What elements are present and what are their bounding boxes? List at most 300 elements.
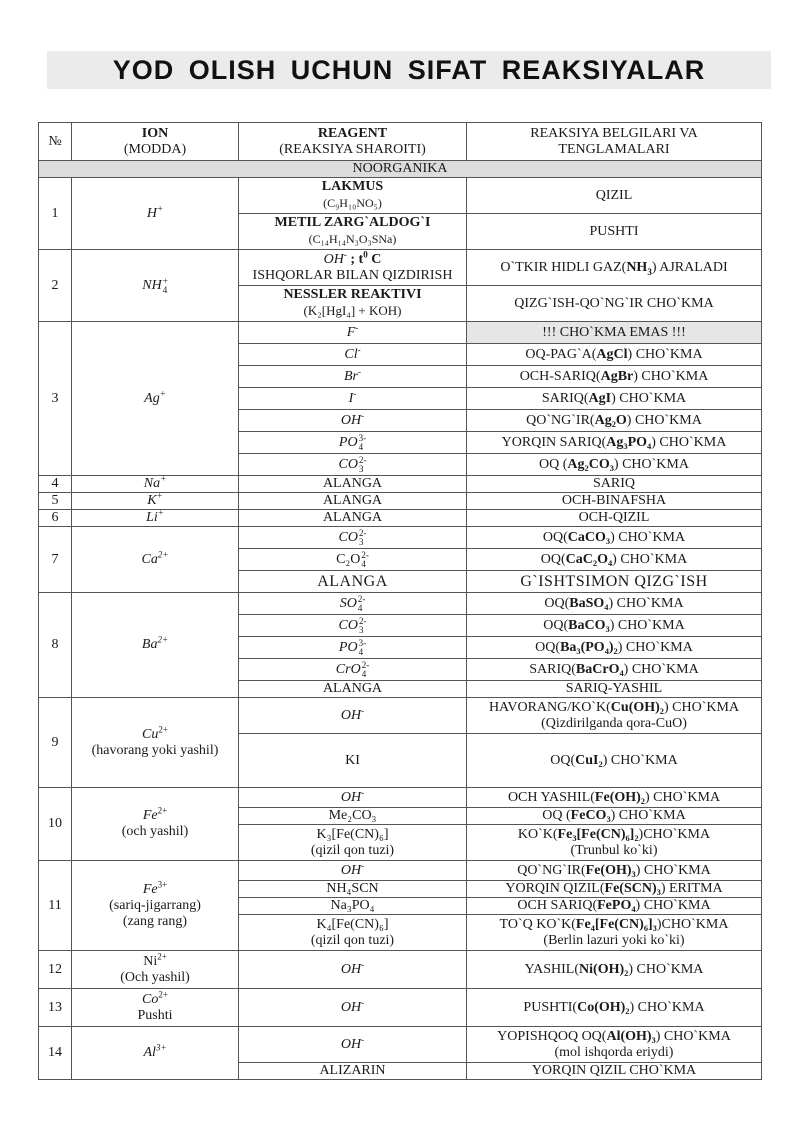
ion-charge: 2+	[157, 634, 169, 645]
result-text: YORQIN QIZIL(	[505, 881, 605, 896]
reagent-cell	[239, 322, 467, 344]
ion-symbol: Li	[146, 510, 158, 525]
result-note: (Berlin lazuri yoki ko`ki)	[543, 932, 685, 948]
result-formula: Ag₃PO₄	[606, 434, 652, 450]
ion-cell	[72, 490, 239, 510]
header-num: №	[39, 123, 72, 161]
result-text: OCH-SARIQ(	[519, 368, 601, 384]
result-cell	[467, 637, 762, 659]
result-cell	[467, 549, 762, 571]
result-text: )CHO`KMA	[638, 826, 711, 842]
result-text: ) CHO`KMA	[645, 789, 721, 805]
ion-cell	[72, 593, 239, 698]
result-cell: QIZIL	[467, 178, 762, 214]
header-result-line2: TENGLAMALARI	[558, 141, 670, 157]
reagent-symbol: PO	[338, 639, 358, 655]
result-text: ) CHO`KMA	[612, 551, 688, 567]
reagent-symbol: OH	[340, 412, 362, 428]
ion-cell	[72, 698, 239, 788]
result-text: QO`NG`IR(	[526, 412, 595, 428]
result-text: ) CHO`KMA	[664, 699, 740, 715]
table-row	[39, 698, 762, 734]
result-text: OCH YASHIL(	[507, 789, 595, 805]
reagent-symbol: CO	[338, 617, 358, 633]
result-cell	[467, 788, 762, 808]
result-text: OQ(	[535, 639, 561, 655]
result-cell	[467, 825, 762, 861]
table-row	[39, 861, 762, 881]
result-formula: BaCrO₄	[575, 661, 624, 677]
reagent-cell	[239, 388, 467, 410]
reagent-charge: -	[361, 996, 365, 1007]
reagent-script	[362, 661, 370, 679]
result-formula: Cu(OH)₂	[610, 699, 664, 715]
ion-cell	[72, 178, 239, 250]
row-number: 8	[39, 593, 72, 698]
header-reagent	[239, 123, 467, 161]
result-cell: !!! CHO`KMA EMAS !!!	[467, 322, 762, 344]
ion-symbol: Co	[142, 991, 159, 1007]
ion-charge: +	[157, 202, 164, 213]
reagent-charge: 2-	[358, 527, 367, 538]
result-cell: YORQIN QIZIL CHO`KMA	[467, 1063, 762, 1080]
table-row	[39, 510, 762, 527]
reagent-symbol: PO	[338, 434, 358, 450]
result-text: ) CHO`KMA	[626, 412, 702, 428]
ion-cell	[72, 322, 239, 476]
reagent-cell	[239, 286, 467, 322]
result-text: ) CHO`KMA	[633, 368, 709, 384]
reagent-cell	[239, 214, 467, 250]
result-text: OQ-PAG`A(	[525, 346, 597, 362]
result-text: )CHO`KMA	[656, 916, 729, 932]
ion-script	[163, 277, 168, 295]
result-text: ) CHO`KMA	[623, 661, 699, 677]
reagent-charge: -	[357, 343, 361, 354]
reagent-cell	[239, 454, 467, 476]
reagent-script	[359, 617, 367, 635]
result-cell: SARIQ	[467, 476, 762, 493]
header-ion-sub: (MODDA)	[123, 141, 187, 157]
reagent-cell	[239, 593, 467, 615]
reagent-cell	[239, 178, 467, 214]
table-row	[39, 250, 762, 286]
reagent-cell	[239, 1027, 467, 1063]
table-row	[39, 493, 762, 510]
result-formula: CaCO₃	[567, 529, 611, 545]
result-text: ) CHO`KMA	[635, 898, 711, 913]
ion-index: 4	[162, 284, 168, 295]
reagent-cell	[239, 951, 467, 989]
result-text: QO`NG`IR(	[517, 862, 586, 878]
table-row	[39, 989, 762, 1027]
reagent-formula: (K₂[HgI₄] + KOH)	[303, 303, 402, 318]
ion-cell	[72, 861, 239, 951]
result-text: YOPISHQOQ OQ(	[497, 1028, 607, 1044]
ion-charge: +	[156, 490, 163, 501]
result-formula: CaC₂O₄	[565, 551, 613, 567]
ion-symbol: Ca	[141, 551, 158, 567]
reagent-formula: K₄[Fe(CN)₆]	[316, 916, 389, 932]
result-cell: SARIQ-YASHIL	[467, 681, 762, 698]
reagent-symbol: OH	[340, 961, 362, 977]
ion-charge: +	[160, 473, 167, 484]
result-text: KO`K(	[517, 826, 558, 842]
reagent-oh: OH	[323, 251, 344, 267]
reagent-index: 3	[358, 536, 364, 547]
reagent-script	[359, 529, 367, 547]
reagent-charge: -	[361, 958, 365, 969]
ion-note: (och yashil)	[121, 824, 189, 839]
result-formula: Ni(OH)₂	[579, 961, 629, 977]
reagent-formula: K₃[Fe(CN)₆]	[316, 826, 389, 842]
reagent-name: LAKMUS	[321, 179, 384, 194]
result-text: ) CHO`KMA	[635, 862, 711, 878]
ion-note: Pushti	[137, 1007, 173, 1023]
result-cell	[467, 344, 762, 366]
result-formula: Fe(OH)₃	[585, 862, 636, 878]
result-cell	[467, 951, 762, 989]
result-cell	[467, 698, 762, 734]
result-text: ) CHO`KMA	[610, 808, 686, 823]
result-formula: Fe(SCN)₃	[604, 881, 661, 896]
reagent-charge: -	[361, 786, 365, 797]
ion-cell	[72, 1027, 239, 1080]
reagent-charge: -	[353, 387, 357, 398]
ion-note: (zang rang)	[122, 913, 188, 929]
result-text: TO`Q KO`K(	[499, 916, 576, 932]
table-row	[39, 322, 762, 344]
row-number: 2	[39, 250, 72, 322]
row-number: 6	[39, 510, 72, 527]
ion-symbol: Na	[143, 476, 161, 491]
reagent-script	[359, 639, 367, 657]
result-text: ) CHO`KMA	[613, 456, 689, 472]
title-bar	[47, 51, 771, 89]
reagent-symbol: CrO	[335, 661, 361, 677]
table-row	[39, 527, 762, 549]
reagent-cell	[239, 659, 467, 681]
result-text: ) CHO`KMA	[651, 434, 727, 450]
reagent-note: (qizil qon tuzi)	[310, 932, 395, 948]
result-text: ) ERITMA	[660, 881, 723, 896]
ion-symbol: Ag	[144, 390, 160, 406]
result-cell	[467, 615, 762, 637]
table-row	[39, 593, 762, 615]
ion-charge: 2+	[157, 950, 167, 961]
ion-charge: +	[159, 387, 166, 398]
ion-charge: 2+	[157, 548, 169, 559]
row-number: 4	[39, 476, 72, 493]
page-title: YOD OLISH UCHUN SIFAT REAKSIYALAR	[112, 54, 706, 85]
reagent-script	[361, 551, 369, 569]
result-text: ) AJRALADI	[651, 259, 728, 275]
reagent-symbol: OH	[340, 999, 362, 1015]
reagent-cell	[239, 250, 467, 286]
reagent-index: 3	[358, 624, 364, 635]
reagent-cell: NH₄SCN	[239, 881, 467, 898]
header-reagent-title: REAGENT	[317, 125, 388, 141]
ion-symbol: Ni	[143, 953, 158, 969]
reagent-charge: 2-	[357, 593, 366, 604]
reagent-cell	[239, 698, 467, 734]
result-formula: FePO₄	[597, 898, 636, 913]
reagent-symbol: Br	[344, 368, 358, 384]
ion-symbol: Cu	[142, 726, 159, 742]
reagent-cell: ALIZARIN	[239, 1063, 467, 1080]
result-formula: Fe₃[Fe(CN)₆]₂	[557, 826, 639, 842]
result-cell	[467, 659, 762, 681]
ion-symbol: NH	[142, 277, 162, 293]
result-text: YASHIL(	[524, 961, 580, 977]
reagent-heat: ; t	[346, 251, 364, 267]
result-formula: BaSO₄	[569, 595, 609, 611]
reagent-symbol: CO	[338, 456, 358, 472]
result-text: ) CHO`KMA	[655, 1028, 731, 1044]
reagent-note: (qizil qon tuzi)	[310, 842, 395, 858]
result-formula: Ag₂CO₃	[567, 456, 614, 472]
reagent-charge: 2-	[361, 549, 369, 560]
reagent-index: 4	[358, 646, 364, 657]
result-text: ) CHO`KMA	[611, 390, 687, 406]
result-cell: PUSHTI	[467, 214, 762, 250]
result-cell: G`ISHTSIMON QIZG`ISH	[467, 571, 762, 593]
reagent-cell	[239, 915, 467, 951]
reagent-script	[359, 456, 367, 474]
reagent-charge: 2-	[358, 454, 367, 465]
ion-cell	[72, 788, 239, 861]
result-cell	[467, 454, 762, 476]
row-number: 1	[39, 178, 72, 250]
result-cell	[467, 898, 762, 915]
result-text: OQ(	[540, 551, 566, 567]
reagent-cell: ALANGA	[239, 510, 467, 527]
reagent-cell	[239, 410, 467, 432]
table-row	[39, 1027, 762, 1063]
reagent-charge: -	[361, 704, 365, 715]
result-cell	[467, 881, 762, 898]
result-formula: AgCl	[596, 346, 628, 362]
reagent-index: 4	[358, 441, 364, 452]
reagent-cell	[239, 549, 467, 571]
row-number: 9	[39, 698, 72, 788]
reagent-cell	[239, 788, 467, 808]
result-cell	[467, 388, 762, 410]
result-cell	[467, 432, 762, 454]
row-number: 12	[39, 951, 72, 989]
result-text: O`TKIR HIDLI GAZ(	[500, 259, 627, 275]
reagent-cell	[239, 344, 467, 366]
ion-charge: +	[162, 275, 168, 286]
reagent-symbol: F	[346, 324, 356, 340]
result-formula: CuI₂	[575, 752, 603, 768]
table-row	[39, 178, 762, 214]
reagent-cell: KI	[239, 734, 467, 788]
reagent-symbol: SO	[339, 595, 357, 611]
result-text: HAVORANG/KO`K(	[488, 699, 611, 715]
reagent-name: NESSLER REAKTIVI	[283, 287, 422, 302]
reagent-symbol: C₂O	[336, 551, 361, 567]
result-formula: BaCO₃	[568, 617, 610, 633]
result-cell	[467, 915, 762, 951]
reagent-heat-degree: 0	[363, 248, 368, 259]
ion-symbol: H	[146, 205, 158, 221]
reagent-charge: 2-	[358, 615, 367, 626]
ion-symbol: Fe	[142, 881, 158, 897]
reagent-cell: ALANGA	[239, 571, 467, 593]
result-text: SARIQ(	[529, 661, 576, 677]
reagent-symbol: OH	[340, 1036, 362, 1052]
reagent-charge: 2-	[361, 659, 370, 670]
result-text: ) CHO`KMA	[610, 529, 686, 545]
header-reagent-sub: (REAKSIYA SHAROITI)	[279, 141, 426, 157]
section-title: NOORGANIKA	[39, 161, 762, 178]
ion-note: (sariq-jigarrang)	[109, 897, 201, 913]
reagent-index: 3	[358, 463, 364, 474]
result-text: OCH SARIQ(	[517, 898, 598, 913]
ion-symbol: Al	[143, 1045, 156, 1060]
reagent-cell: ALANGA	[239, 681, 467, 698]
row-number: 5	[39, 493, 72, 510]
ion-note: (havorang yoki yashil)	[91, 742, 219, 758]
result-cell: OCH-QIZIL	[467, 510, 762, 527]
result-note: (mol ishqorda eriydi)	[554, 1044, 674, 1060]
reagent-cell	[239, 637, 467, 659]
result-cell	[467, 527, 762, 549]
ion-note: (Och yashil)	[120, 969, 190, 985]
result-formula: NH	[626, 259, 648, 275]
ion-charge: 3+	[157, 878, 168, 889]
section-row	[39, 161, 762, 178]
ion-symbol: Ba	[141, 637, 158, 652]
row-number: 13	[39, 989, 72, 1027]
reagent-cell	[239, 825, 467, 861]
reagent-heat-unit: C	[367, 251, 382, 267]
header-result-line1: REAKSIYA BELGILARI VA	[530, 125, 698, 141]
result-cell	[467, 593, 762, 615]
reagent-charge: -	[355, 321, 359, 332]
reagent-cell	[239, 615, 467, 637]
result-formula-index: 3	[647, 266, 652, 277]
result-cell	[467, 861, 762, 881]
result-text: OQ(	[544, 595, 570, 611]
result-text: OQ (	[542, 808, 571, 823]
reagent-charge: -	[361, 409, 365, 420]
reagent-symbol: OH	[340, 707, 362, 723]
reagent-index: 4	[361, 558, 366, 569]
ion-cell	[72, 527, 239, 593]
result-cell	[467, 734, 762, 788]
result-formula: Fe(OH)₂	[594, 789, 645, 805]
reactions-table	[38, 122, 762, 1080]
row-number: 14	[39, 1027, 72, 1080]
reagent-charge: -	[361, 859, 365, 870]
ion-charge: 2+	[157, 805, 168, 816]
row-number: 3	[39, 322, 72, 476]
result-cell	[467, 989, 762, 1027]
result-text: ) CHO`KMA	[627, 346, 703, 362]
result-text: ) CHO`KMA	[617, 639, 693, 655]
reagent-index: 4	[361, 668, 367, 679]
reagent-cell	[239, 861, 467, 881]
reagent-charge: -	[343, 248, 347, 259]
reagent-script	[358, 595, 366, 613]
result-note: (Qizdirilganda qora-CuO)	[541, 715, 687, 731]
result-cell	[467, 410, 762, 432]
ion-charge: 2+	[158, 988, 168, 999]
reagent-charge: 3-	[358, 432, 367, 443]
result-text: OQ(	[550, 752, 576, 768]
result-text: PUSHTI(	[523, 999, 578, 1015]
reagent-charge: -	[361, 1033, 365, 1044]
reagent-condition: ISHQORLAR BILAN QIZDIRISH	[252, 267, 453, 283]
ion-cell	[72, 507, 239, 527]
ion-symbol: K	[147, 493, 157, 508]
ion-charge: 3+	[155, 1042, 167, 1053]
ion-symbol: Fe	[142, 808, 158, 823]
result-text: OQ(	[543, 617, 569, 633]
result-cell	[467, 366, 762, 388]
table-row	[39, 951, 762, 989]
reagent-formula: (C₉H₁₀NO₅)	[323, 196, 382, 210]
reagent-cell: Me₂CO₃	[239, 808, 467, 825]
result-text: OQ (	[539, 456, 568, 472]
result-formula: AgBr	[600, 368, 634, 384]
result-cell: OCH-BINAFSHA	[467, 493, 762, 510]
ion-cell	[72, 473, 239, 493]
result-text: ) CHO`KMA	[608, 595, 684, 611]
result-cell	[467, 250, 762, 286]
result-cell	[467, 808, 762, 825]
result-formula: Al(OH)₃	[606, 1028, 656, 1044]
reagent-symbol: I	[348, 390, 354, 406]
ion-charge: +	[157, 507, 164, 518]
result-text: ) CHO`KMA	[609, 617, 685, 633]
header-ion-title: ION	[141, 125, 169, 141]
reagent-cell: Na₃PO₄	[239, 898, 467, 915]
result-formula: Ag₂O	[594, 412, 627, 428]
ion-cell	[72, 989, 239, 1027]
result-cell: QIZG`ISH-QO`NG`IR CHO`KMA	[467, 286, 762, 322]
header-ion	[72, 123, 239, 161]
reagent-script	[359, 434, 367, 452]
ion-cell	[72, 250, 239, 322]
result-text: SARIQ(	[541, 390, 589, 406]
result-note: (Trunbul ko`ki)	[570, 842, 658, 858]
reagent-charge: 3-	[358, 637, 367, 648]
result-cell	[467, 1027, 762, 1063]
reagent-symbol: OH	[340, 862, 362, 878]
result-formula: AgI	[588, 390, 612, 406]
row-number: 11	[39, 861, 72, 951]
table-header	[39, 123, 762, 161]
reagent-cell: ALANGA	[239, 476, 467, 493]
reagent-cell	[239, 989, 467, 1027]
table-row	[39, 788, 762, 808]
result-text: OQ(	[542, 529, 568, 545]
header-result	[467, 123, 762, 161]
result-text: ) CHO`KMA	[602, 752, 678, 768]
ion-charge: 2+	[158, 723, 168, 734]
reagent-cell: ALANGA	[239, 493, 467, 510]
reagent-formula: (C₁₄H₁₄N₃O₃SNa)	[308, 232, 397, 246]
result-text: ) CHO`KMA	[629, 999, 705, 1015]
result-formula: Co(OH)₂	[577, 999, 630, 1015]
reagent-name: METIL ZARG`ALDOG`I	[274, 215, 431, 230]
reagent-symbol: OH	[340, 789, 362, 805]
reagent-charge: -	[358, 365, 361, 376]
row-number: 7	[39, 527, 72, 593]
